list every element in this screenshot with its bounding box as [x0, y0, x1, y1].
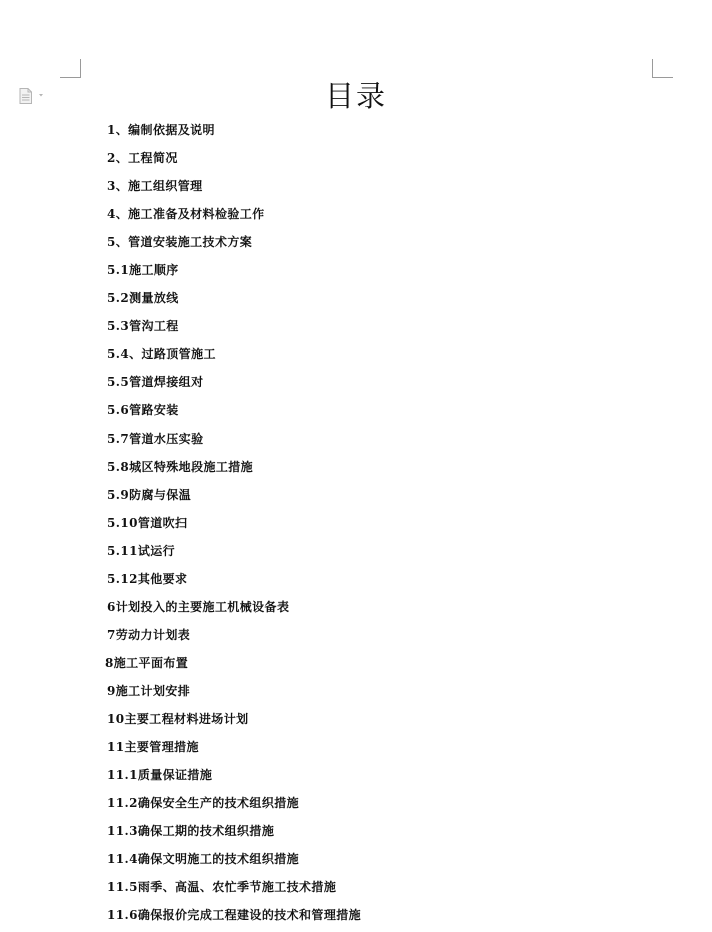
toc-entry[interactable]: 5、管道安装施工技术方案 [107, 235, 253, 250]
toc-entry[interactable]: 11.1质量保证措施 [107, 768, 213, 783]
toc-entry[interactable]: 2、工程简况 [107, 151, 178, 166]
toc-entry[interactable]: 5.6管路安装 [107, 403, 179, 418]
toc-entry[interactable]: 5.5管道焊接组对 [107, 375, 204, 390]
toc-entry[interactable]: 11.3确保工期的技术组织措施 [107, 824, 275, 839]
toc-entry[interactable]: 5.12其他要求 [107, 571, 188, 586]
table-of-contents [107, 119, 361, 932]
toc-entry[interactable]: 11.6确保报价完成工程建设的技术和管理措施 [107, 908, 362, 923]
page-title: 目录 [324, 79, 387, 113]
toc-entry[interactable]: 11.2确保安全生产的技术组织措施 [107, 796, 300, 811]
toc-entry[interactable]: 7劳动力计划表 [107, 627, 191, 642]
toc-entry[interactable]: 11.4确保文明施工的技术组织措施 [107, 852, 300, 867]
toc-entry[interactable]: 11.5雨季、高温、农忙季节施工技术措施 [107, 880, 337, 895]
toc-entry[interactable]: 5.3管沟工程 [107, 319, 179, 334]
toc-entry[interactable]: 5.2测量放线 [107, 291, 179, 306]
toc-entry[interactable]: 5.9防腐与保温 [107, 487, 192, 502]
toc-entry[interactable]: 10主要工程材料进场计划 [107, 711, 249, 726]
toc-entry[interactable]: 8施工平面布置 [105, 655, 189, 670]
toc-entry[interactable]: 3、施工组织管理 [107, 179, 203, 194]
toc-entry[interactable]: 5.4、过路顶管施工 [107, 347, 216, 362]
toc-entry[interactable]: 4、施工准备及材料检验工作 [107, 207, 265, 222]
toc-entry[interactable]: 1、编制依据及说明 [107, 123, 215, 137]
toc-entry[interactable]: 5.11试运行 [107, 543, 176, 558]
toc-entry[interactable]: 5.10管道吹扫 [107, 515, 188, 530]
toc-entry[interactable]: 5.7管道水压实验 [107, 431, 204, 446]
toc-entry[interactable]: 9施工计划安排 [107, 683, 191, 698]
toc-entry[interactable]: 5.1施工顺序 [107, 263, 179, 278]
toc-entry[interactable]: 6计划投入的主要施工机械设备表 [107, 599, 290, 614]
toc-entry[interactable]: 11主要管理措施 [107, 740, 199, 755]
toc-entry[interactable]: 5.8城区特殊地段施工措施 [107, 459, 254, 474]
